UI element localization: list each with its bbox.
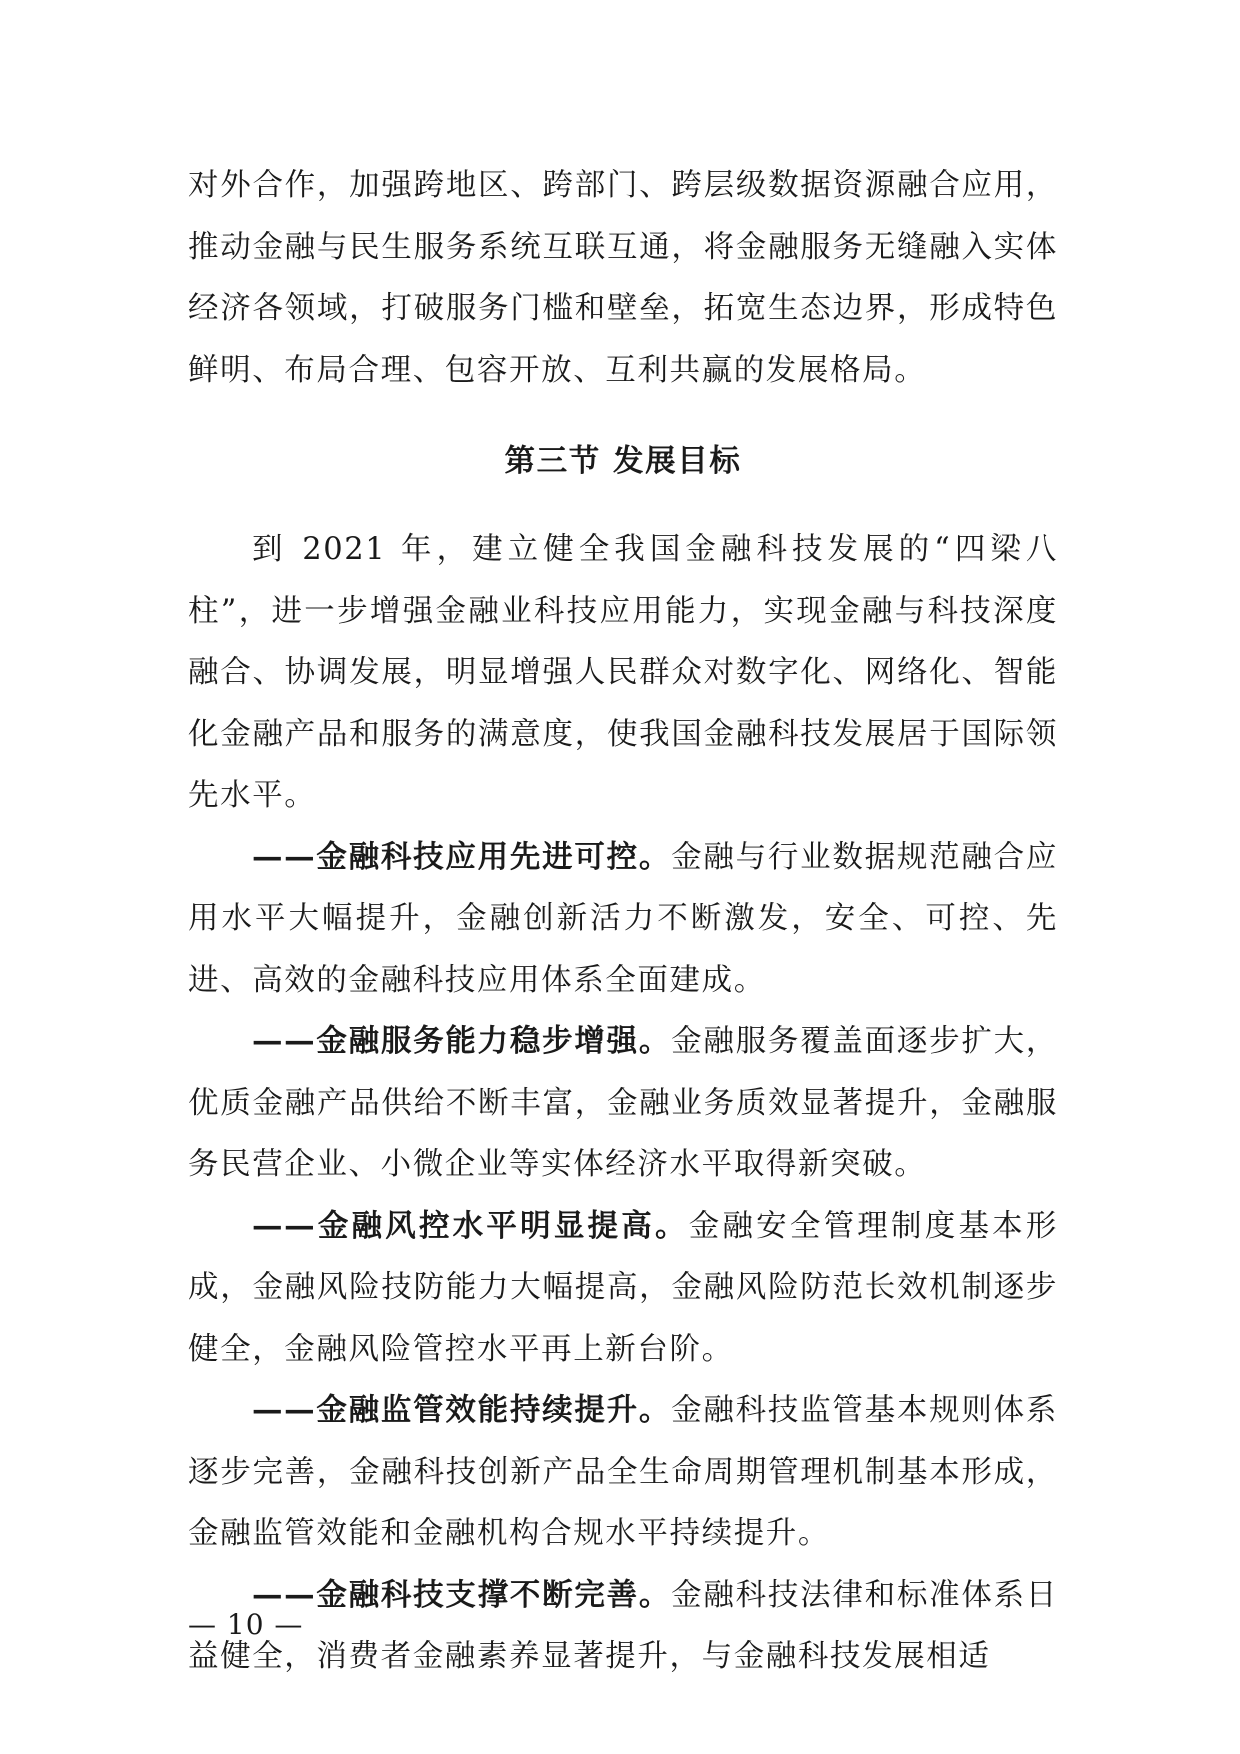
goal-lead: ——金融风控水平明显提高。 — [252, 1207, 689, 1244]
goal-text: 金融科技监管基本规则体系逐步完善，金融科技创新产品全生命周期管理机制基本形成，金融监管效能和金融机构合规水平持续提升。 — [188, 1393, 1058, 1551]
goal-text: 金融服务覆盖面逐步扩大，优质金融产品供给不断丰富，金融业务质效显著提升，金融服务民营企业、小微企业等实体经济水平取得新突破。 — [188, 1024, 1058, 1182]
goal-text: 金融科技法律和标准体系日益健全，消费者金融素养显著提升，与金融科技发展相适 — [188, 1577, 1058, 1674]
continuation-paragraph: 对外合作，加强跨地区、跨部门、跨层级数据资源融合应用，推动金融与民生服务系统互联互通，将金融服务无缝融入实体经济各领域，打破服务门槛和壁垒，拓宽生态边界，形成特色鲜明、布局合理、包容开放、互利共赢的发展格局。 — [188, 168, 1058, 388]
intro-paragraph: 到 2021 年，建立健全我国金融科技发展的“四梁八柱”，进一步增强金融业科技应用能力，实现金融与科技深度融合、协调发展，明显增强人民群众对数字化、网络化、智能化金融产品和服务的满意度，使我国金融科技发展居于国际领先水平。 — [188, 532, 1058, 813]
goal-paragraph-supervision — [188, 1380, 1058, 1565]
goal-lead: ——金融科技支撑不断完善。 — [252, 1576, 672, 1613]
goal-lead: ——金融科技应用先进可控。 — [252, 838, 672, 875]
goal-text: 金融与行业数据规范融合应用水平大幅提升，金融创新活力不断激发，安全、可控、先进、高效的金融科技应用体系全面建成。 — [188, 839, 1058, 998]
document-body — [188, 155, 1058, 1688]
goal-paragraph-services — [188, 1011, 1058, 1196]
goal-text: 金融安全管理制度基本形成，金融风险技防能力大幅提高，金融风险防范长效机制逐步健全，金融风险管控水平再上新台阶。 — [188, 1208, 1058, 1367]
goal-paragraph-risk-control — [188, 1196, 1058, 1381]
goal-lead: ——金融服务能力稳步增强。 — [252, 1023, 672, 1059]
section-heading: 第三节 发展目标 — [504, 443, 742, 479]
page-number: — 10 — — [188, 1608, 304, 1641]
goal-paragraph-support — [188, 1565, 1058, 1688]
goal-lead: ——金融监管效能持续提升。 — [252, 1392, 672, 1428]
goal-paragraph-applications — [188, 827, 1058, 1012]
